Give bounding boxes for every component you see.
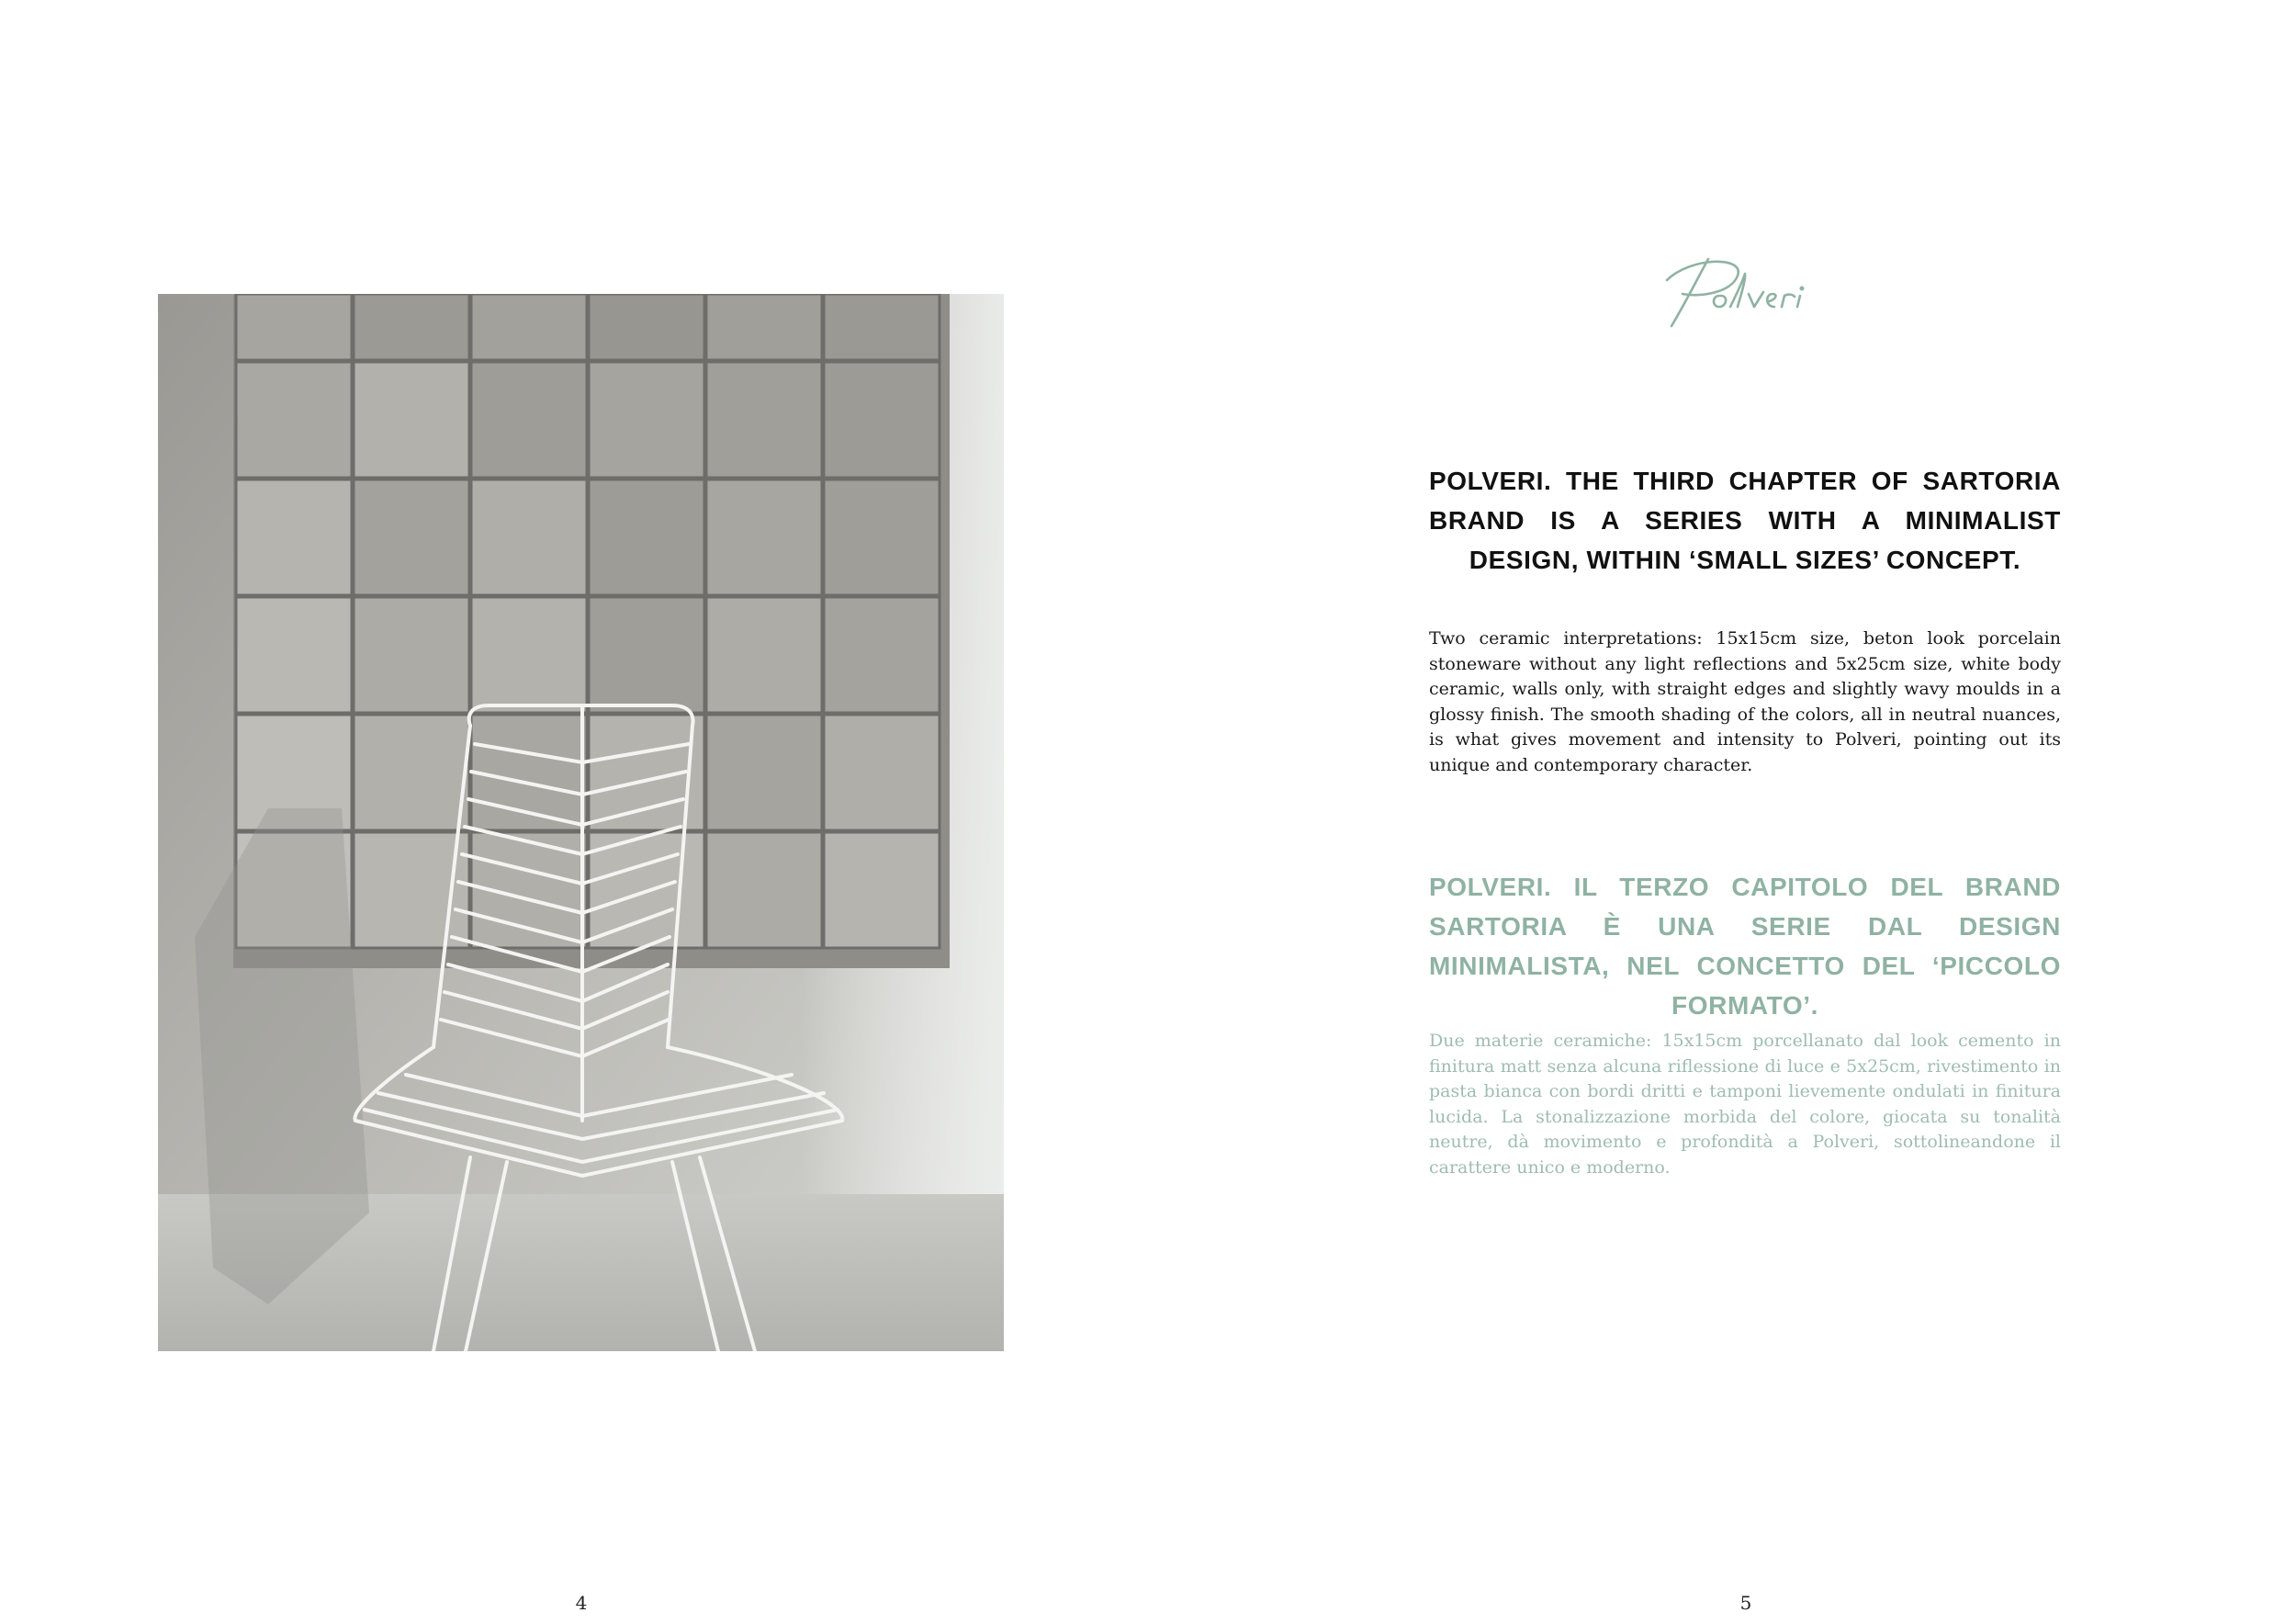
polveri-logo <box>1635 239 1837 340</box>
tile-chair-photo <box>158 294 1004 1351</box>
body-english: Two ceramic interpretations: 15x15cm size, beton look porcelain stoneware without any light reflections and 5x25cm size, white body ceramic, walls only, with straight edges and slightly wavy moulds in a glossy finish. The smooth shading of the colors, all in neutral nuances, is what gives movement and intensity to Polveri, pointing out its unique and contemporary character. <box>1429 628 2061 775</box>
body-italian: Due materie ceramiche: 15x15cm porcellanato dal look cemento in finitura matt senza alcuna riflessione di luce e 5x25cm, rivestimento in pasta bianca con bordi dritti e tamponi lievemente ondulati in finitura lucida. La stonalizzazione morbida del colore, giocata su tonalità neutre, dà movimento e profondità a Polveri, sottolineandone il carattere unico e moderno. <box>1429 1031 2061 1178</box>
heading-english: POLVERI. THE THIRD CHAPTER OF SARTORIA BRAND IS A SERIES WITH A MINIMALIST DESIGN, WITHIN ‘SMALL SIZES’ CONCEPT. <box>1429 467 2061 574</box>
heading-italian: POLVERI. IL TERZO CAPITOLO DEL BRAND SARTORIA È UNA SERIE DAL DESIGN MINIMALISTA, NEL CONCETTO DEL ‘PICCOLO FORMATO’. <box>1429 873 2061 1020</box>
page-number-left: 4 <box>575 1592 588 1614</box>
page-number-right: 5 <box>1739 1592 1752 1614</box>
